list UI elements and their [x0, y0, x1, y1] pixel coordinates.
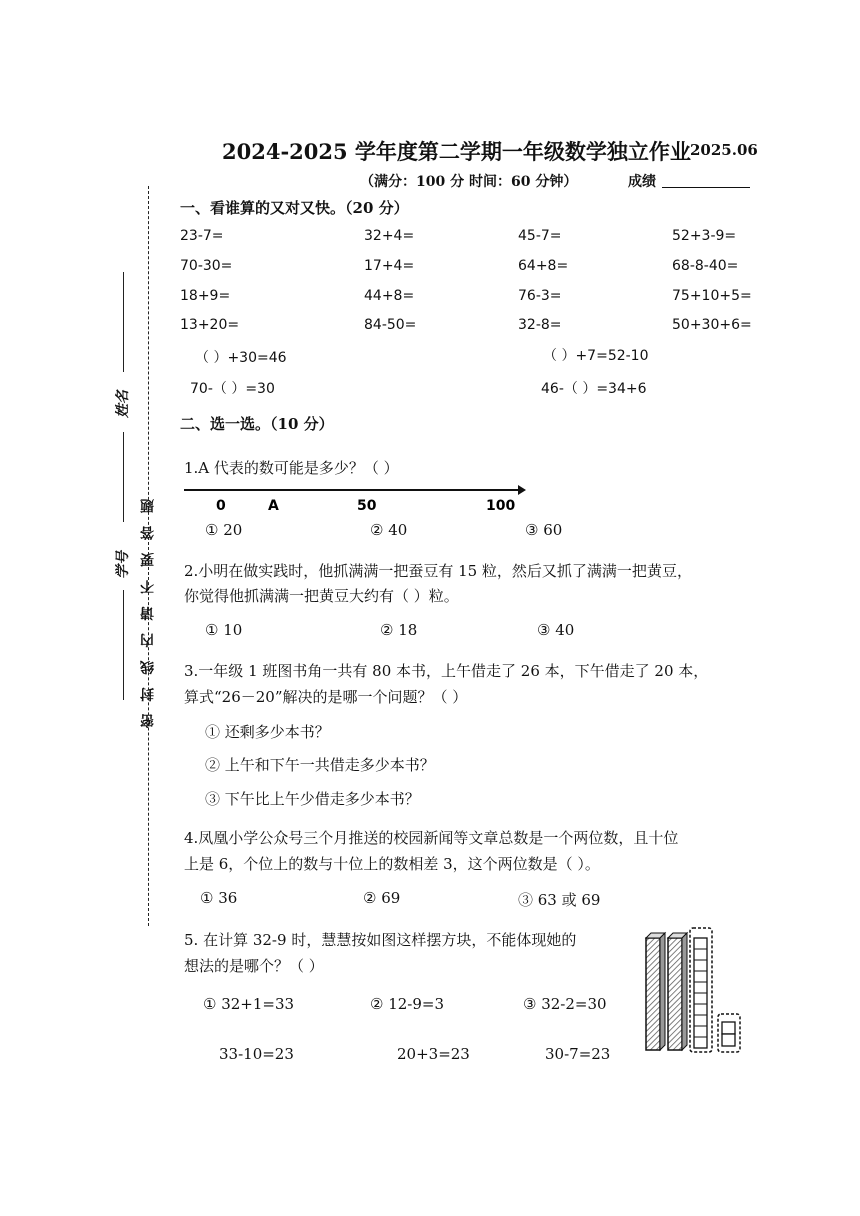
q5-step-3: 30-7=23 [545, 1045, 611, 1063]
seal-notice-text: 密 封 线 内 请 不 要 答 题 [140, 495, 156, 728]
calc-item[interactable]: 23-7= [180, 228, 224, 244]
calc-item[interactable]: 64+8= [518, 258, 569, 274]
q2-line1: 2.小明在做实践时，他抓满满一把蚕豆有 15 粒，然后又抓了满满一把黄豆， [184, 562, 692, 580]
q4-option-1[interactable]: ① 36 [200, 889, 238, 907]
unit-cube-2 [722, 1034, 735, 1046]
calc-item[interactable]: 84-50= [364, 317, 417, 333]
ten-rod-2 [668, 938, 682, 1050]
q2-option-3[interactable]: ③ 40 [537, 621, 575, 639]
calc-item[interactable]: 70-30= [180, 258, 233, 274]
q5-option-3[interactable]: ③ 32-2=30 [523, 995, 607, 1013]
q3-option-2[interactable]: ② 上午和下午一共借走多少本书？ [205, 756, 435, 774]
calc-item[interactable]: 32+4= [364, 228, 415, 244]
seal-notice [141, 495, 157, 728]
ten-rod-1-side [660, 933, 665, 1050]
name-label: 姓名 [115, 390, 131, 418]
calc-item[interactable]: 75+10+5= [672, 288, 752, 304]
page-title: 2024-2025 学年度第二学期一年级数学独立作业 [222, 139, 691, 164]
calc-item[interactable]: 13+20= [180, 317, 240, 333]
q5-option-2[interactable]: ② 12-9=3 [370, 995, 445, 1013]
q1-text: 1.A 代表的数可能是多少？（ ） [184, 459, 399, 477]
q2-line2: 你觉得他抓满满一把黄豆大约有（ ）粒。 [184, 587, 459, 605]
exam-info: （满分：100 分 时间：60 分钟） [360, 174, 578, 190]
name-blank-line-lower [123, 432, 124, 522]
fill-2b[interactable]: 46-（ ）=34+6 [541, 381, 647, 397]
q4-option-3[interactable]: ③ 63 或 69 [518, 891, 601, 909]
q1-option-3[interactable]: ③ 60 [525, 521, 563, 539]
calc-item[interactable]: 32-8= [518, 317, 562, 333]
q4-line1: 4.凤凰小学公众号三个月推送的校园新闻等文章总数是一个两位数，且十位 [184, 829, 679, 847]
tick-label-0: 0 [216, 498, 226, 514]
name-blank-line[interactable] [123, 272, 124, 372]
calc-item[interactable]: 68-8-40= [672, 258, 739, 274]
exam-date: 2025.06 [690, 141, 758, 159]
seat-label: 学号 [115, 551, 131, 579]
q1-option-1[interactable]: ① 20 [205, 521, 243, 539]
q4-line2: 上是 6，个位上的数与十位上的数相差 3，这个两位数是（ ）。 [184, 855, 600, 873]
calc-item[interactable]: 44+8= [364, 288, 415, 304]
tick-label-100: 100 [486, 498, 516, 514]
ten-rod-1 [646, 938, 660, 1050]
tick-label-50: 50 [357, 498, 377, 514]
calc-item[interactable]: 52+3-9= [672, 228, 737, 244]
score-blank[interactable] [662, 187, 750, 188]
q2-option-2[interactable]: ② 18 [380, 621, 418, 639]
q3-option-1[interactable]: ① 还剩多少本书？ [205, 723, 330, 741]
calc-item[interactable]: 18+9= [180, 288, 231, 304]
number-line-arrow [518, 485, 526, 495]
number-line [180, 480, 530, 516]
section1-heading: 一、看谁算的又对又快。（20 分） [180, 199, 409, 217]
unit-cube-1 [722, 1022, 735, 1034]
score-label: 成绩 [628, 174, 656, 190]
calc-item[interactable]: 50+30+6= [672, 317, 752, 333]
q5-step-1: 33-10=23 [219, 1045, 294, 1063]
q3-line1: 3.一年级 1 班图书角一共有 80 本书，上午借走了 26 本，下午借走了 20 本， [184, 662, 709, 680]
q5-option-1[interactable]: ① 32+1=33 [203, 995, 295, 1013]
fill-1a[interactable]: （ ）+30=46 [195, 350, 287, 366]
tick-label-a: A [268, 498, 279, 514]
ten-rod-2-side [682, 933, 687, 1050]
calc-item[interactable]: 17+4= [364, 258, 415, 274]
section2-heading: 二、选一选。（10 分） [180, 415, 334, 433]
q3-line2: 算式“26－20”解决的是哪一个问题？（ ） [184, 688, 468, 706]
q3-option-3[interactable]: ③ 下午比上午少借走多少本书？ [205, 790, 420, 808]
q4-option-2[interactable]: ② 69 [363, 889, 401, 907]
q2-option-1[interactable]: ① 10 [205, 621, 243, 639]
calc-item[interactable]: 45-7= [518, 228, 562, 244]
fill-2a[interactable]: 70-（ ）=30 [190, 381, 275, 397]
calc-item[interactable]: 76-3= [518, 288, 562, 304]
fill-1b[interactable]: （ ）+7=52-10 [543, 348, 649, 364]
q5-line2: 想法的是哪个？（ ） [184, 957, 324, 975]
blocks-figure [640, 924, 750, 1060]
seat-blank-line[interactable] [123, 590, 124, 700]
q5-line1: 5. 在计算 32-9 时，慧慧按如图这样摆方块，不能体现她的 [184, 931, 577, 949]
q1-option-2[interactable]: ② 40 [370, 521, 408, 539]
q5-step-2: 20+3=23 [397, 1045, 470, 1063]
